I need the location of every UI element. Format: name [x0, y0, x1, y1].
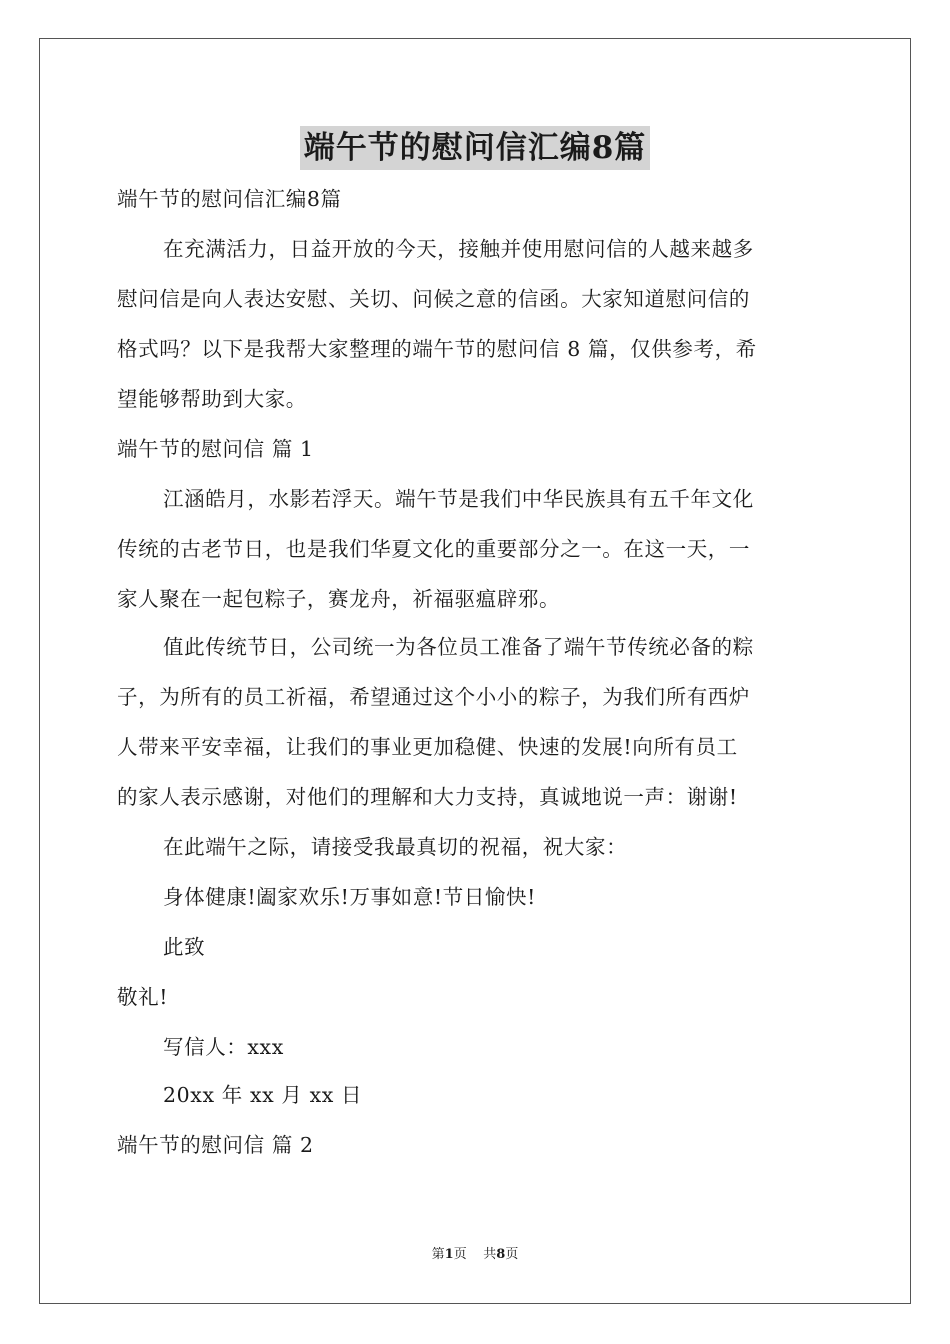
paragraph-line: 慰问信是向人表达安慰、关切、问候之意的信函。大家知道慰问信的 — [117, 287, 750, 311]
section-heading: 端午节的慰问信 篇 1 — [117, 437, 314, 461]
paragraph-line: 子，为所有的员工祈福，希望通过这个小小的粽子，为我们所有西炉 — [117, 685, 750, 709]
signature-line: 写信人：xxx — [163, 1035, 284, 1059]
document-title: 端午节的慰问信汇编8篇 — [300, 126, 651, 170]
date-line: 20xx 年 xx 月 xx 日 — [163, 1083, 363, 1107]
paragraph-line: 江涵皓月，水影若浮天。端午节是我们中华民族具有五千年文化 — [163, 487, 754, 511]
paragraph-line: 身体健康!阖家欢乐!万事如意!节日愉快! — [163, 885, 536, 909]
page-border — [39, 38, 911, 1304]
footer-page-label: 第 — [431, 1247, 445, 1262]
paragraph-line: 格式吗？以下是我帮大家整理的端午节的慰问信 8 篇，仅供参考，希 — [117, 337, 757, 361]
paragraph-line: 望能够帮助到大家。 — [117, 387, 307, 411]
paragraph-line: 值此传统节日，公司统一为各位员工准备了端午节传统必备的粽 — [163, 635, 754, 659]
paragraph-line: 传统的古老节日，也是我们华夏文化的重要部分之一。在这一天，一 — [117, 537, 750, 561]
paragraph-line: 在此端午之际，请接受我最真切的祝福，祝大家： — [163, 835, 628, 859]
paragraph-line: 人带来平安幸福，让我们的事业更加稳健、快速的发展!向所有员工 — [117, 735, 738, 759]
footer-total-label: 共 — [483, 1247, 497, 1262]
title-container — [0, 126, 950, 170]
paragraph-line: 家人聚在一起包粽子，赛龙舟，祈福驱瘟辟邪。 — [117, 587, 561, 611]
footer-page-number: 1 — [444, 1247, 454, 1262]
footer-total-label: 页 — [505, 1247, 519, 1262]
paragraph-line: 在充满活力，日益开放的今天，接触并使用慰问信的人越来越多 — [163, 237, 754, 261]
paragraph-line: 的家人表示感谢，对他们的理解和大力支持，真诚地说一声：谢谢! — [117, 785, 738, 809]
subtitle-line: 端午节的慰问信汇编8篇 — [117, 187, 342, 211]
page-footer — [0, 1246, 950, 1264]
footer-page-label: 页 — [453, 1247, 467, 1262]
section-heading: 端午节的慰问信 篇 2 — [117, 1133, 314, 1157]
salutation-line: 敬礼! — [117, 985, 169, 1009]
closing-line: 此致 — [163, 935, 206, 959]
footer-total-pages: 8 — [496, 1247, 506, 1262]
